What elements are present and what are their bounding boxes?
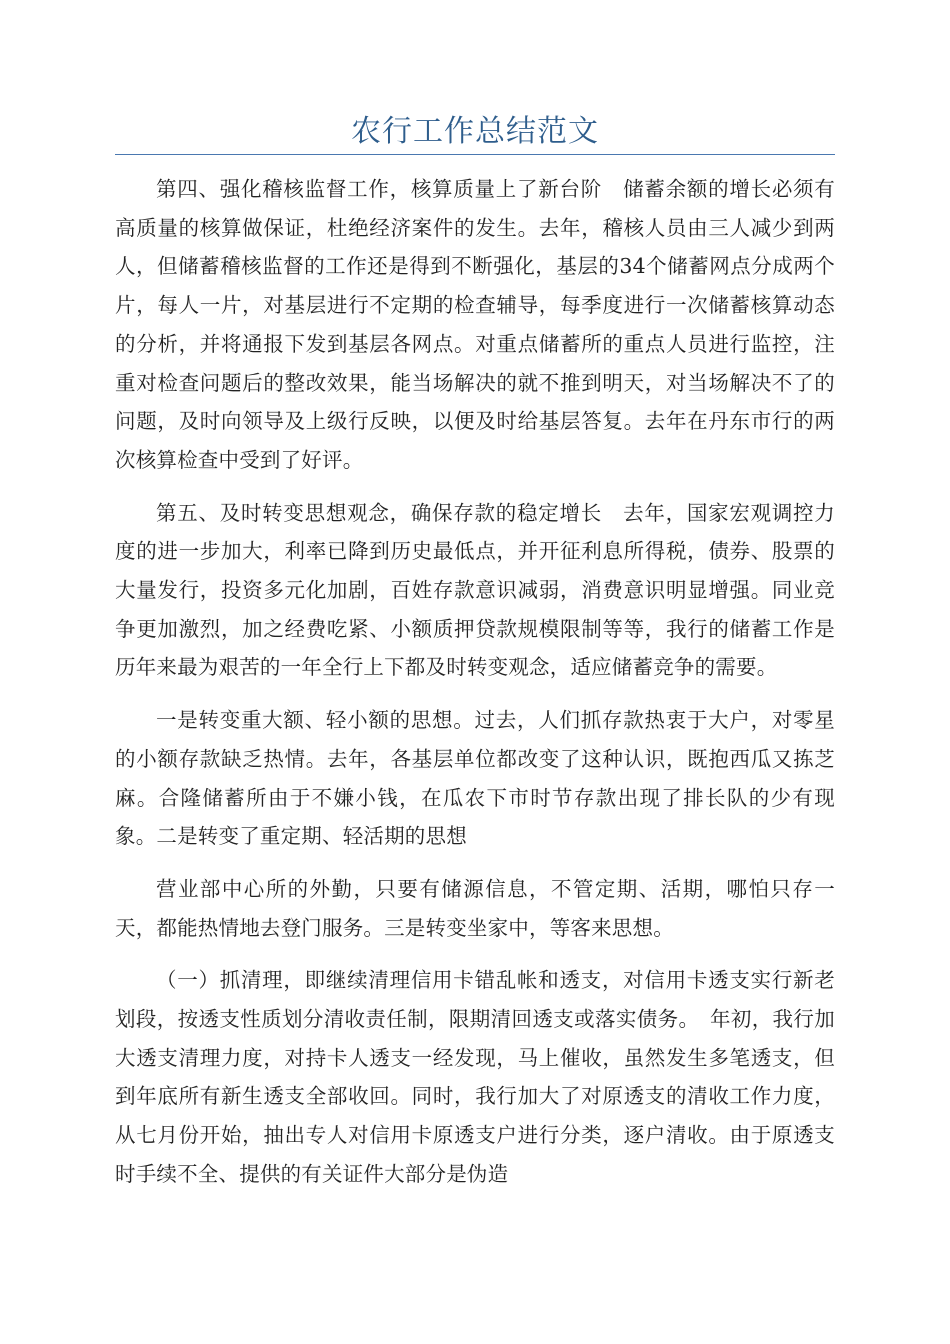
document-body bbox=[115, 170, 835, 1208]
paragraph: 第四、强化稽核监督工作，核算质量上了新台阶 储蓄余额的增长必须有高质量的核算做保证，杜绝经济案件的发生。去年，稽核人员由三人减少到两人，但储蓄稽核监督的工作还是得到不断强化，基层的34个储蓄网点分成两个片，每人一片，对基层进行不定期的检查辅导，每季度进行一次储蓄核算动态的分析，并将通报下发到基层各网点。对重点储蓄所的重点人员进行监控，注重对检查问题后的整改效果，能当场解决的就不推到明天，对当场解决不了的问题，及时向领导及上级行反映，以便及时给基层答复。去年在丹东市行的两次核算检查中受到了好评。 bbox=[115, 177, 835, 472]
paragraph: 一是转变重大额、轻小额的思想。过去，人们抓存款热衷于大户，对零星的小额存款缺乏热情。去年，各基层单位都改变了这种认识，既抱西瓜又拣芝麻。合隆储蓄所由于不嫌小钱，在瓜农下市时节存款出现了排长队的少有现象。二是转变了重定期、轻活期的思想 bbox=[115, 708, 835, 849]
document-title: 农行工作总结范文 bbox=[351, 114, 599, 149]
title-underline bbox=[115, 154, 835, 155]
paragraph: 第五、及时转变思想观念，确保存款的稳定增长 去年，国家宏观调控力度的进一步加大，利率已降到历史最低点，并开征利息所得税，债券、股票的大量发行，投资多元化加剧，百姓存款意识减弱，消费意识明显增强。同业竞争更加激烈，加之经费吃紧、小额质押贷款规模限制等等，我行的储蓄工作是历年来最为艰苦的一年全行上下都及时转变观念，适应储蓄竞争的需要。 bbox=[115, 500, 835, 680]
paragraph: 营业部中心所的外勤，只要有储源信息，不管定期、活期，哪怕只存一天，都能热情地去登门服务。三是转变坐家中，等客来思想。 bbox=[115, 876, 835, 940]
paragraph: （一）抓清理，即继续清理信用卡错乱帐和透支，对信用卡透支实行新老划段，按透支性质划分清收责任制，限期清回透支或落实债务。 年初，我行加大透支清理力度，对持卡人透支一经发现，马上催收，虽然发生多笔透支，但到年底所有新生透支全部收回。同时，我行加大了对原透支的清收工作力度，从七月份开始，抽出专人对信用卡原透支户进行分类，逐户清收。由于原透支时手续不全、提供的有关证件大部分是伪造 bbox=[115, 968, 835, 1186]
